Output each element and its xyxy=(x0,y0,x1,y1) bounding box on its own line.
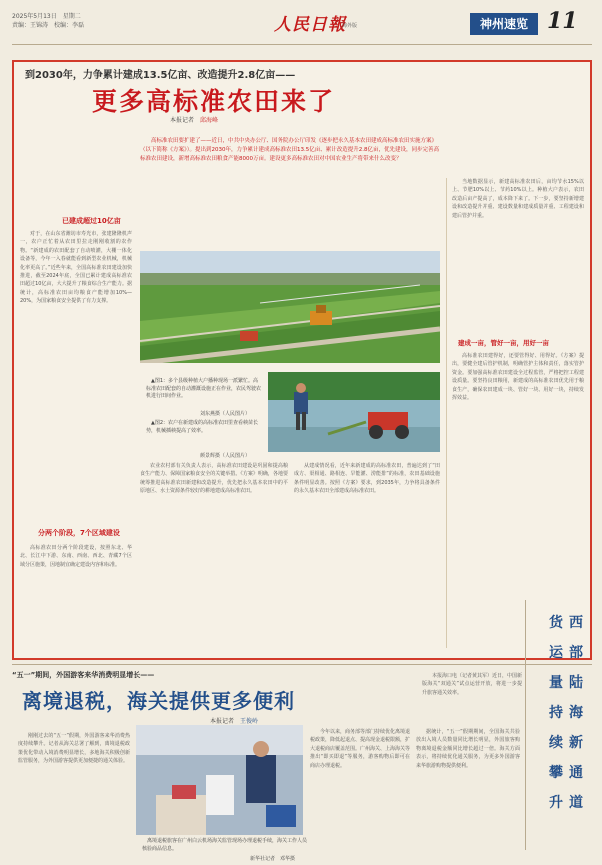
photo2-caption: ▲图2：农户在新建成的高标准农田里查看秧苗长势，机械插秧提高了效率。 xyxy=(146,420,259,434)
col1-text: 对于，在山东省潍坊市寿光市，张建隆隆机声一，农户正忙着从农田里拉走刚刚收割的农作物。“新建成的农田配套了自动喷灌，大棚一体化设备等，今年一入春就能看到新型农业机械，机械化率更高了。”近些年来，全国高标准农田建设加快推进，截至2024年底，全国已累计建成高标准农田超过10亿亩，大大提升了粮食综合生产能力。据统计，高标准农田亩均粮食产能增加10%—20%，为国家粮食安全提供了有力支撑。 xyxy=(20,231,132,305)
photo2-credit: 颜景辉摄（人民图片） xyxy=(200,453,251,459)
section2-text-b: 今年以来，商务部等部门持续优化离境退税政策，降低起退点、提高现金退税限额，扩大退税商店覆盖范围。广州海关、上海海关等推出“即买即退”等服务，游客购物后即可在商店办理退税。 xyxy=(310,729,410,769)
section2-text-c: 据统计，“五一”假期期间，全国海关共验放出入境人员数量同比增长明显，外国旅客购物离境退税金额同比增长超过一倍。海关方面表示，将持续优化通关服务，为更多外国游客来华旅游购物提供便利。 xyxy=(416,729,520,769)
vertical-divider xyxy=(525,600,526,850)
vertical-headline-char: 陆 xyxy=(569,675,583,691)
subhead-2: 分两个阶段，7个区域建设 xyxy=(38,529,120,537)
section2-kicker: “五一”期间，外国游客来华消费明显增长—— xyxy=(12,671,155,679)
section-label: 神州速览 xyxy=(470,13,538,35)
vertical-headline-char: 持 xyxy=(549,705,563,721)
section2-byline-name: 王俊岭 xyxy=(240,718,259,725)
vertical-headline-char: 西 xyxy=(569,615,583,631)
vertical-headline-char: 通 xyxy=(569,765,583,781)
farmland-illustration xyxy=(140,251,440,363)
section2-photo-credit: 新华社记者 邓华摄 xyxy=(250,856,296,862)
vertical-headline-char: 海 xyxy=(569,705,583,721)
farmer-photo xyxy=(268,372,440,452)
vertical-headline-char: 量 xyxy=(549,675,563,691)
editors: 责编：王锦涛 校编：李磊 xyxy=(12,22,85,29)
section2-byline xyxy=(210,716,258,725)
byline-prefix: 本报记者 xyxy=(170,117,195,124)
col1-text-2: 高标准农田分两个阶段建设，按照东北、华北、长江中下游、东南、西南、西北、青藏7个区域分区施策，因地制宜确定建设内容和标准。 xyxy=(20,545,132,568)
col2-text: 农业农村部有关负责人表示，高标准农田建设是巩固和提高粮食生产能力、保障国家粮食安全的关键举措。《方案》明确，各地要统筹推进高标准农田新建和改造提升，优先把永久基本农田中的平原地区、水土资源条件较好的耕地建成高标准农田。 xyxy=(140,463,288,495)
section2-text-d: 本报海口电（记者黄其军）近日，中国新版海关“双通关”试点运营开放，将进一步提升旅客通关效率。 xyxy=(422,673,522,696)
customs-illustration xyxy=(136,725,303,835)
photo1-credit: 刘东燕摄（人民图片） xyxy=(200,411,251,417)
main-kicker: 到2030年，力争累计建成13.5亿亩、改造提升2.8亿亩—— xyxy=(25,70,296,81)
section2-byline-prefix: 本报记者 xyxy=(210,718,235,725)
subhead-1: 已建成超过10亿亩 xyxy=(62,217,121,225)
byline-name: 邱海峰 xyxy=(200,117,219,124)
main-byline xyxy=(170,115,218,124)
vertical-headline-char: 货 xyxy=(549,615,563,631)
farmland-photo xyxy=(140,251,440,363)
farmer-illustration xyxy=(268,372,440,452)
photo1-caption: ▲图1：多个县级种植大户播种现场一派繁忙。高标准农田配套的自动灌溉设施正在作业，农民驾驶农机进行田间作业。 xyxy=(146,378,262,399)
main-headline: 更多高标准农田来了 xyxy=(92,87,336,116)
vertical-headline-char: 道 xyxy=(569,795,583,811)
vertical-headline xyxy=(528,605,588,850)
vertical-headline-char: 攀 xyxy=(549,765,563,781)
main-lead: 高标准农田要扩建了——近日，中共中央办公厅、国务院办公厅印发《逐步把永久基本农田建成高标准农田实施方案》（以下简称《方案》）。提出到2030年，力争累计建成高标准农田13.5亿亩、累计改造提升2.8亿亩，优先建设，同步完善高标准农田建设，新增高标准农田粮食产能8000万亩。建设更多高标准农田对中国农业生产将带来什么改变？ xyxy=(140,138,439,162)
column-rule xyxy=(446,178,447,648)
issue-date: 2025年5月13日 星期二 xyxy=(12,13,81,20)
edition-label: 海外版 xyxy=(342,23,358,29)
section2-photo-caption: 离境退税旅客在广州白云机场海关监管现场办理退税手续，海关工作人员核验商品信息。 xyxy=(142,838,308,852)
section2-headline: 离境退税，海关提供更多便利 xyxy=(22,689,295,713)
vertical-headline-char: 升 xyxy=(549,795,563,811)
section2-text-a: 刚刚过去的“五一”假期，外国游客来华消费热度持续攀升。记者从海关总署了解到，离境退税政策优化带动入境消费明显增长，多地海关积极创新监管服务，为外国游客提供更加便捷的通关体验。 xyxy=(18,733,130,765)
date-block xyxy=(12,12,84,30)
section-divider xyxy=(12,664,592,665)
vertical-headline-char: 运 xyxy=(549,645,563,661)
subhead-3: 建成一亩，管好一亩，用好一亩 xyxy=(458,339,549,347)
right-text: 当地数据显示，新建高标准农田后，亩均节水15%以上、节肥10%以上、节药10%以上。种植大户表示，农田改造后亩产提高了，成本降下来了。下一步，要坚持新增建设和改造提升并重、建设数量和建成质量并重、工程建设和建后管护并重。 xyxy=(452,179,584,219)
newspaper-logo: 人民日報 xyxy=(274,15,346,35)
masthead-bar xyxy=(12,6,592,45)
col3-text: 从建成情况看，近年来新建成的高标准农田，普遍达到了“田成方、渠相通、路相连、旱能灌、涝能排”的标准，农田基础设施条件明显改善。按照《方案》要求，到2035年，力争将具备条件的永久基本农田全部建成高标准农田。 xyxy=(294,463,440,495)
vertical-headline-char: 部 xyxy=(569,645,583,661)
page-number: 11 xyxy=(547,8,578,34)
customs-photo xyxy=(136,725,303,835)
vertical-headline-char: 新 xyxy=(569,735,583,751)
right-text-2: 高标准农田建得好，还要管得好、用得好。《方案》提出，要健全建后管护机制，明确管护主体和责任，落实管护资金。要加强高标准农田建设全过程监管，严格把控工程建设质量。要坚持良田粮用，新建成的高标准农田优先用于粮食生产，确保农田建成一块、管好一块、用好一块，持续发挥效益。 xyxy=(452,353,584,402)
vertical-headline-char: 续 xyxy=(549,735,563,751)
